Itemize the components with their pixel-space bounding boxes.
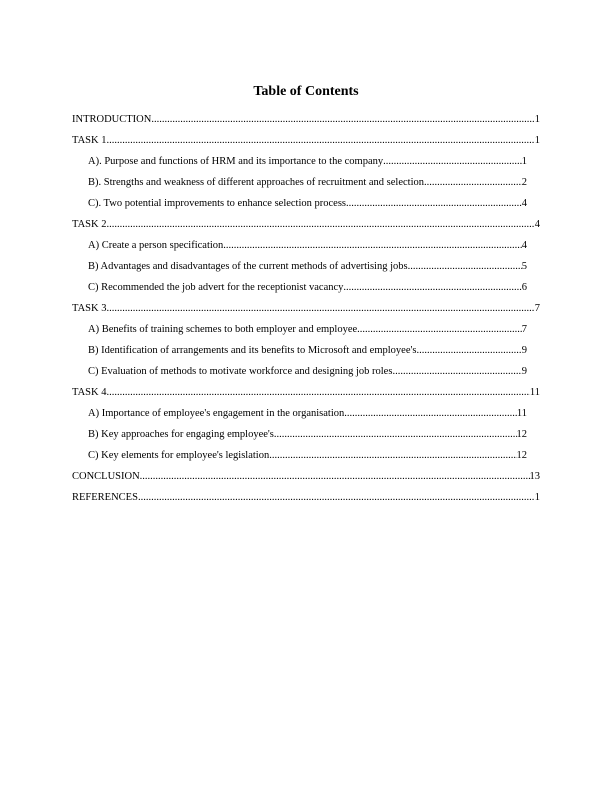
toc-entry-label: A) Benefits of training schemes to both employer and employee — [88, 324, 358, 335]
toc-leader-dots — [357, 323, 522, 337]
toc-entry-label: B). Strengths and weakness of different approaches of recruitment and selection — [88, 177, 424, 188]
toc-entry-label: B) Advantages and disadvantages of the current methods of advertising jobs — [88, 261, 408, 272]
toc-entry-task-4-c[interactable] — [88, 449, 527, 463]
toc-entry-page: 9 — [521, 366, 527, 377]
toc-entry-task-2-c[interactable] — [88, 281, 527, 295]
toc-entry-conclusion[interactable] — [72, 470, 540, 484]
toc-entry-label: C). Two potential improvements to enhance selection process — [88, 198, 347, 209]
toc-leader-dots — [344, 407, 517, 421]
toc-entry-task-2-b[interactable] — [88, 260, 527, 274]
toc-entry-label: A) Create a person specification — [88, 240, 224, 251]
toc-leader-dots — [424, 176, 522, 190]
toc-entry-task-1-a[interactable] — [88, 155, 527, 169]
toc-leader-dots — [106, 386, 529, 400]
toc-entry-label: TASK 3 — [72, 303, 107, 314]
toc-entry-page: 12 — [516, 450, 527, 461]
toc-leader-dots — [106, 218, 534, 232]
toc-entry-label: C) Recommended the job advert for the receptionist vacancy — [88, 282, 344, 293]
toc-entry-label: A). Purpose and functions of HRM and its importance to the company — [88, 156, 384, 167]
toc-entry-page: 5 — [521, 261, 527, 272]
toc-leader-dots — [416, 344, 521, 358]
toc-entry-page: 1 — [521, 156, 527, 167]
toc-entry-page: 4 — [521, 198, 527, 209]
toc-entry-page: 11 — [529, 387, 540, 398]
toc-entry-label: B) Identification of arrangements and its benefits to Microsoft and employee's — [88, 345, 417, 356]
toc-entry-task-3-b[interactable] — [88, 344, 527, 358]
toc-entry-task-1[interactable] — [72, 134, 540, 148]
toc-leader-dots — [343, 281, 521, 295]
toc-leader-dots — [138, 491, 535, 505]
toc-entry-task-3-a[interactable] — [88, 323, 527, 337]
toc-entry-page: 12 — [516, 429, 527, 440]
toc-entry-page: 1 — [534, 492, 540, 503]
toc-entry-page: 1 — [534, 114, 540, 125]
toc-leader-dots — [408, 260, 522, 274]
toc-entry-task-4[interactable] — [72, 386, 540, 400]
toc-entry-task-2-a[interactable] — [88, 239, 527, 253]
toc-entry-page: 2 — [521, 177, 527, 188]
toc-leader-dots — [392, 365, 521, 379]
toc-entry-page: 11 — [516, 408, 527, 419]
toc-entry-task-1-b[interactable] — [88, 176, 527, 190]
toc-entry-page: 9 — [521, 345, 527, 356]
toc-entry-page: 4 — [534, 219, 540, 230]
toc-leader-dots — [106, 302, 534, 316]
toc-entry-page: 7 — [534, 303, 540, 314]
toc-entry-references[interactable] — [72, 491, 540, 505]
toc-entry-page: 13 — [529, 471, 540, 482]
toc-entry-task-4-b[interactable] — [88, 428, 527, 442]
toc-leader-dots — [346, 197, 522, 211]
toc-entry-label: TASK 4 — [72, 387, 107, 398]
toc-entry-label: B) Key approaches for engaging employee's — [88, 429, 274, 440]
toc-entry-page: 1 — [534, 135, 540, 146]
toc-entry-introduction[interactable] — [72, 113, 540, 127]
toc-entry-task-3[interactable] — [72, 302, 540, 316]
toc-entry-label: INTRODUCTION — [72, 114, 152, 125]
toc-leader-dots — [274, 428, 517, 442]
toc-entry-label: REFERENCES — [72, 492, 138, 503]
toc-entry-label: TASK 1 — [72, 135, 107, 146]
toc-leader-dots — [269, 449, 516, 463]
toc-entry-label: TASK 2 — [72, 219, 107, 230]
toc-entry-label: CONCLUSION — [72, 471, 140, 482]
toc-leader-dots — [140, 470, 530, 484]
toc-entry-page: 7 — [521, 324, 527, 335]
toc-entry-label: A) Importance of employee's engagement in the organisation — [88, 408, 345, 419]
toc-leader-dots — [106, 134, 534, 148]
toc-entry-page: 6 — [521, 282, 527, 293]
toc-entry-task-3-c[interactable] — [88, 365, 527, 379]
toc-title: Table of Contents — [253, 84, 359, 99]
toc-leader-dots — [151, 113, 534, 127]
toc-leader-dots — [223, 239, 521, 253]
toc-entry-label: C) Key elements for employee's legislation — [88, 450, 270, 461]
toc-entry-task-1-c[interactable] — [88, 197, 527, 211]
toc-entry-task-2[interactable] — [72, 218, 540, 232]
toc-entry-task-4-a[interactable] — [88, 407, 527, 421]
toc-entry-page: 4 — [521, 240, 527, 251]
toc-entry-label: C) Evaluation of methods to motivate workforce and designing job roles — [88, 366, 393, 377]
toc-leader-dots — [383, 155, 522, 169]
